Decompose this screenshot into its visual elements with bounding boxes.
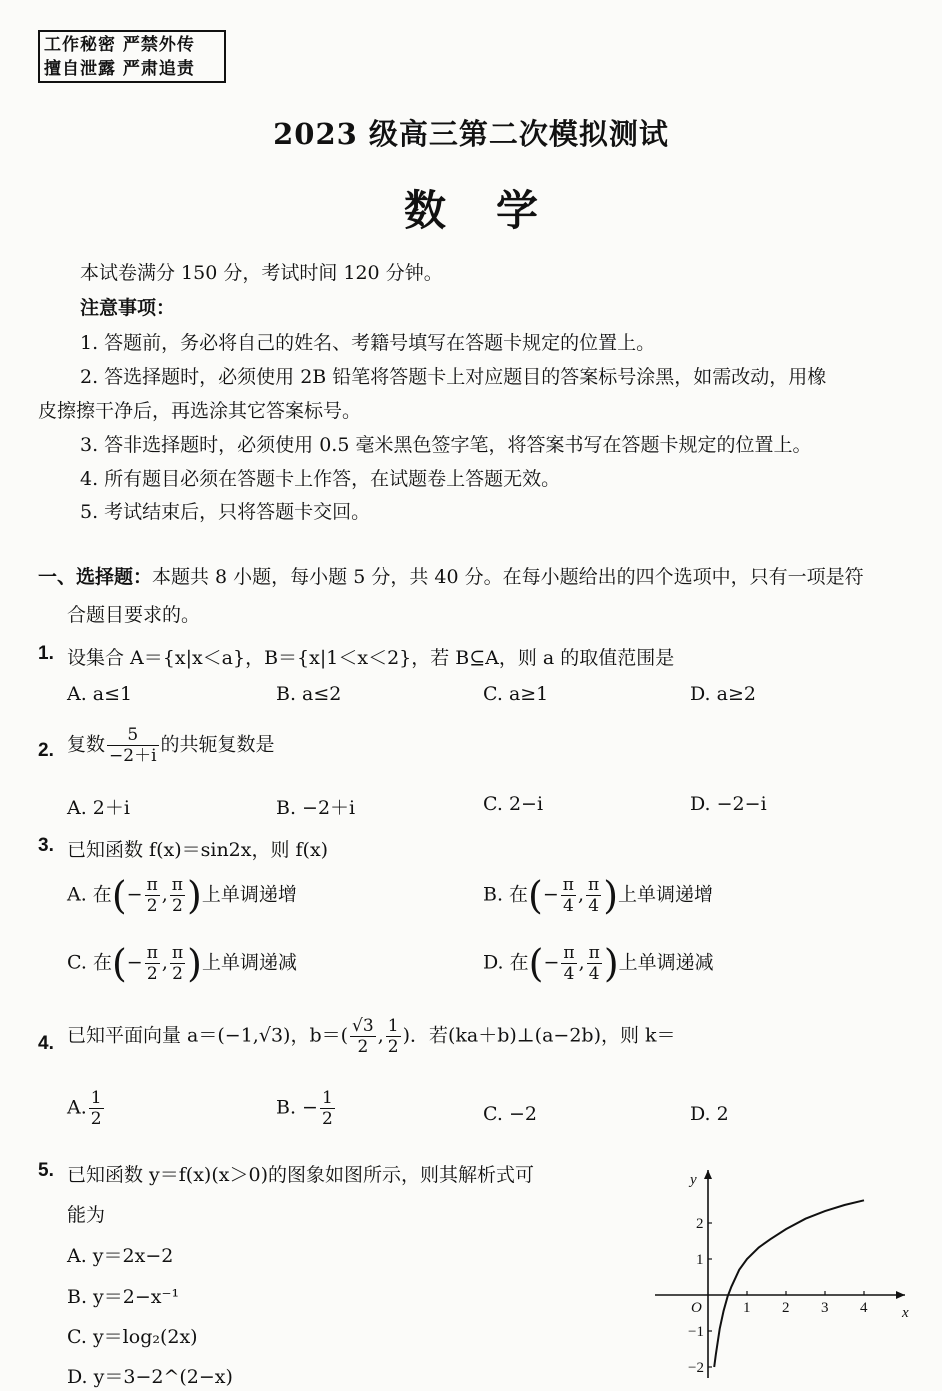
x-tick-label: 2 — [782, 1300, 790, 1316]
q4-option-a — [67, 1088, 106, 1129]
subject-title: 数学 — [403, 186, 588, 235]
q4-option-b-label: B. − — [276, 1096, 318, 1119]
q4-b-frac-1 — [350, 1016, 376, 1057]
frac-num: 1 — [321, 1088, 333, 1108]
paren-close: ) — [187, 941, 202, 986]
frac-den: 2 — [90, 1109, 102, 1129]
instructions-heading: 注意事项： — [80, 297, 176, 319]
function-curve — [714, 1200, 864, 1367]
q2-prefix: 复数 — [67, 733, 106, 756]
q3b-frac-1 — [561, 875, 576, 916]
instruction-item-2: 2. 答选择题时，必须使用 2B 铅笔将答题卡上对应题目的答案标号涂黑，如需改动，用橡 — [80, 366, 827, 388]
q4-option-c: C. −2 — [483, 1103, 537, 1125]
frac-den: 2 — [145, 963, 160, 984]
q1-option-a: A. a≤1 — [67, 683, 133, 705]
q3a-frac-1 — [145, 875, 160, 916]
frac-den: 2 — [387, 1037, 399, 1057]
q2-stem — [67, 725, 275, 766]
minus-sign: − — [126, 951, 143, 974]
q4-number: 4. — [38, 1033, 54, 1054]
origin-label: O — [691, 1300, 702, 1316]
paren-open: ( — [111, 873, 127, 918]
q3-option-b: B. 在(− $\frac{\pi}{4}$ , $\frac{\pi}{4}$ )上单调递增 — [483, 873, 714, 918]
frac-num: π — [588, 943, 600, 963]
minus-sign: − — [542, 883, 559, 906]
q4-part-2: )．若(ka＋b)⊥(a−2b)，则 k＝ — [402, 1024, 676, 1047]
q3-option-c-text: 上单调递减 — [201, 951, 297, 974]
frac-num: 1 — [90, 1088, 102, 1108]
frac-den: 2 — [170, 963, 185, 984]
q5-option-d: D. y＝3−2^(2−x) — [67, 1366, 233, 1388]
paren-close: ) — [603, 941, 619, 986]
q3c-frac-2 — [170, 943, 185, 984]
q3a-frac-2 — [170, 875, 185, 916]
frac-den: 4 — [586, 895, 601, 916]
paren-close: ) — [186, 873, 202, 918]
minus-sign: − — [126, 883, 143, 906]
frac-num: π — [146, 875, 158, 895]
q3b-frac-2 — [586, 875, 601, 916]
q4-b-label: b＝( — [309, 1024, 349, 1047]
q1-number: 1. — [38, 643, 54, 664]
q4-option-b — [276, 1088, 337, 1129]
q3d-frac-2 — [587, 943, 602, 984]
frac-num: √3 — [352, 1016, 374, 1036]
q3-number: 3. — [38, 835, 54, 856]
q3-option-c: C. 在(− $\frac{\pi}{2}$ , $\frac{\pi}{2}$ )上单调递减 — [67, 941, 297, 986]
q2-fraction-den: −2＋i — [109, 746, 157, 766]
y-tick-label: −1 — [688, 1324, 704, 1340]
q3-option-a-text: 上单调递增 — [201, 883, 297, 906]
confidential-stamp — [38, 30, 226, 83]
q5-stem-line-1: 已知函数 y＝f(x)(x＞0)的图象如图所示，则其解析式可 — [67, 1164, 534, 1186]
instruction-item-5: 5. 考试结束后，只将答题卡交回。 — [80, 501, 371, 523]
q4b-frac — [320, 1088, 335, 1129]
y-tick-label: −2 — [688, 1360, 704, 1376]
frac-den: 4 — [561, 963, 576, 984]
paren-close: ) — [603, 873, 619, 918]
x-tick-label: 1 — [743, 1300, 751, 1316]
instruction-item-3: 3. 答非选择题时，必须使用 0.5 毫米黑色签字笔，将答案书写在答题卡规定的位置上。 — [80, 434, 812, 456]
q1-option-d: D. a≥2 — [690, 683, 756, 705]
q2-suffix: 的共轭复数是 — [160, 733, 275, 756]
frac-num: π — [588, 875, 600, 895]
q3-option-b-label: B. 在 — [483, 883, 529, 906]
frac-den: 2 — [350, 1036, 376, 1057]
instruction-item-1: 1. 答题前，务必将自己的姓名、考籍号填写在答题卡规定的位置上。 — [80, 332, 656, 354]
instruction-item-2-cont: 皮擦擦干净后，再选涂其它答案标号。 — [38, 400, 362, 422]
section-1-desc: 本题共 8 小题，每小题 5 分，共 40 分。在每小题给出的四个选项中，只有一项是符 — [152, 566, 864, 588]
q3-option-a: A. 在(− $\frac{\pi}{2}$ , $\frac{\pi}{2}$ )上单调递增 — [67, 873, 297, 918]
frac-num: π — [171, 943, 184, 963]
y-tick-label: 2 — [696, 1216, 704, 1232]
frac-den: 2 — [145, 895, 160, 916]
q2-option-c: C. 2−i — [483, 793, 544, 815]
frac-den: 2 — [321, 1109, 333, 1129]
q4-option-a-label: A. — [67, 1096, 87, 1119]
paren-open: ( — [528, 873, 543, 918]
q5-stem-line-2: 能为 — [67, 1204, 106, 1226]
q4-part-1: 已知平面向量 — [67, 1024, 188, 1047]
section-1-desc-cont: 合题目要求的。 — [67, 604, 201, 626]
x-axis-label: x — [902, 1305, 909, 1321]
q4-stem: 已知平面向量 a＝(−1,√3)，b＝( $\frac{√3}{2}$ , $\frac{1}{2}$ )．若(ka＋b)⊥(a−2b)，则 k＝ — [67, 1016, 676, 1057]
q1-option-c: C. a≥1 — [483, 683, 549, 705]
frac-num: π — [563, 943, 575, 963]
q3-stem: 已知函数 f(x)＝sin2x，则 f(x) — [67, 839, 329, 861]
paren-open: ( — [111, 941, 127, 986]
frac-num: π — [146, 943, 158, 963]
q5-option-b: B. y＝2−x⁻¹ — [67, 1286, 180, 1308]
q3-option-b-text: 上单调递增 — [618, 883, 714, 906]
instructions-intro: 本试卷满分 150 分，考试时间 120 分钟。 — [80, 262, 443, 284]
frac-num: π — [562, 875, 574, 895]
q3-option-d-label: D. 在 — [483, 951, 529, 974]
frac-num: π — [171, 875, 183, 895]
q2-fraction — [107, 725, 159, 766]
q2-option-a: A. 2＋i — [67, 797, 130, 819]
q4-option-d: D. 2 — [690, 1103, 729, 1125]
section-1-header — [38, 562, 864, 589]
function-graph — [650, 1160, 920, 1385]
y-axis-label: y — [690, 1172, 697, 1188]
q2-fraction-num: 5 — [127, 725, 139, 745]
frac-den: 4 — [561, 895, 576, 916]
q2-option-d: D. −2−i — [690, 793, 767, 815]
q3d-frac-1 — [561, 943, 576, 984]
q3-option-a-label: A. 在 — [67, 883, 112, 906]
q3-option-c-label: C. 在 — [67, 951, 112, 974]
y-axis-arrow — [704, 1170, 712, 1179]
frac-num: 1 — [387, 1016, 399, 1036]
q4-a-def: a＝(−1,√3)， — [187, 1024, 310, 1047]
q5-number: 5. — [38, 1160, 54, 1181]
q4a-frac — [89, 1088, 104, 1129]
section-1-title: 一、选择题： — [38, 566, 153, 588]
exam-title: 2023 级高三第二次模拟测试 — [273, 117, 669, 151]
instruction-item-4: 4. 所有题目必须在答题卡上作答，在试题卷上答题无效。 — [80, 468, 561, 490]
q5-option-c: C. y＝log₂(2x) — [67, 1326, 198, 1348]
q3c-frac-1 — [145, 943, 160, 984]
stamp-line-1: 工作秘密 严禁外传 — [44, 35, 195, 55]
frac-den: 2 — [170, 895, 185, 916]
q1-stem: 设集合 A＝{x|x＜a}，B＝{x|1＜x＜2}，若 B⊆A，则 a 的取值范围是 — [67, 647, 675, 669]
q5-option-a: A. y＝2x−2 — [67, 1245, 174, 1267]
minus-sign: − — [543, 951, 560, 974]
q2-option-b: B. −2＋i — [276, 797, 356, 819]
frac-den: 4 — [587, 963, 602, 984]
x-tick-label: 4 — [860, 1300, 868, 1316]
x-tick-label: 3 — [821, 1300, 829, 1316]
stamp-line-2: 擅自泄露 严肃追责 — [44, 59, 195, 79]
x-axis-arrow — [896, 1291, 905, 1299]
y-tick-label: 1 — [696, 1252, 704, 1268]
q3-option-d-text: 上单调递减 — [618, 951, 714, 974]
q4-b-frac-2 — [386, 1016, 401, 1057]
q2-number: 2. — [38, 740, 54, 761]
q3-option-d: D. 在(− $\frac{\pi}{4}$ , $\frac{\pi}{4}$ )上单调递减 — [483, 941, 714, 986]
paren-open: ( — [528, 941, 544, 986]
q1-option-b: B. a≤2 — [276, 683, 342, 705]
